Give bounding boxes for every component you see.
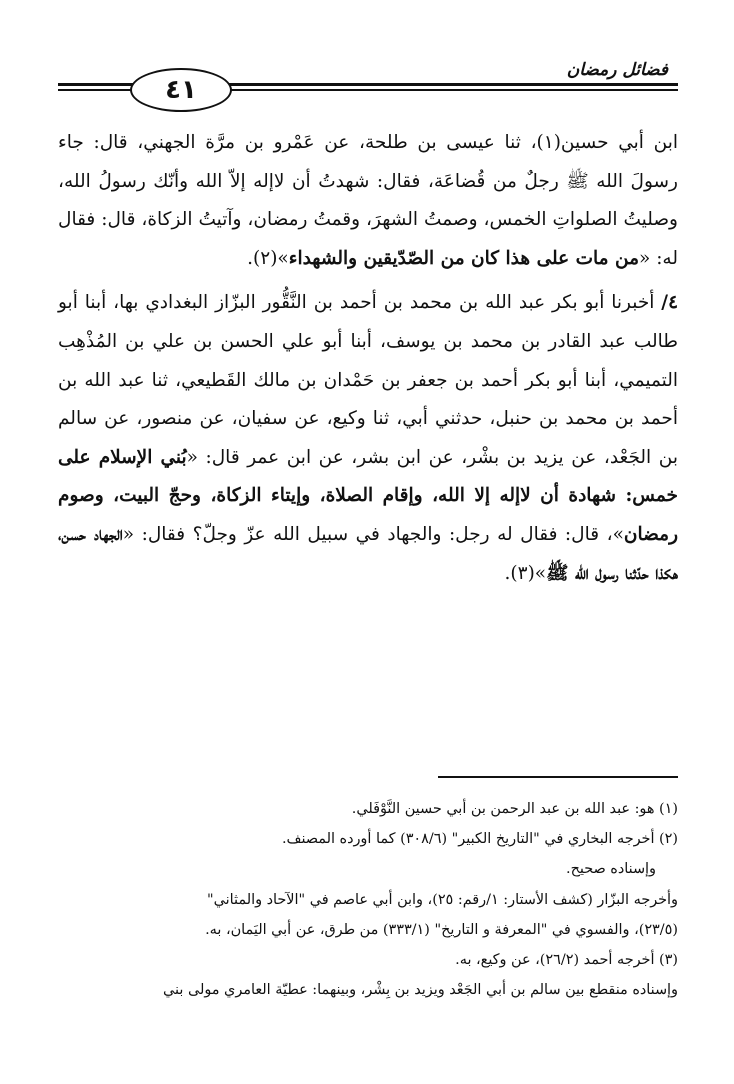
paragraph-hadith-3 — [58, 124, 678, 278]
footnote-3: (٣) أخرجه أحمد (٢٦/٢)، عن وكيع، به. — [455, 952, 678, 969]
hadith-number: ٤/ — [661, 292, 678, 314]
footnote-separator — [438, 776, 678, 778]
footnote-1: (١) هو: عبد الله بن عبد الرحمن بن أبي حسين النَّوْفَلي. — [351, 801, 678, 817]
footnote-2-line-2: وإسناده صحيح. — [566, 861, 656, 878]
paragraph-text-end: »(٣). — [504, 562, 547, 584]
footnote-2: (٢) أخرجه البخاري في "التاريخ الكبير" (٣٠٨/٦) كما أورده المصنف. — [281, 831, 678, 848]
footnotes — [44, 794, 678, 1005]
main-text — [58, 124, 678, 593]
page-number — [130, 68, 232, 112]
paragraph-hadith-4 — [58, 284, 678, 593]
page-header — [58, 56, 678, 116]
hadith-quote: من مات على هذا كان من الصّدّيقين والشهداء — [288, 247, 639, 269]
paragraph-text: أخبرنا أبو بكر عبد الله بن محمد بن أحمد بن النَّقُّور البزّاز البغدادي بها، أبنا أبو طالب عبد القادر بن محمد بن يوسف، أبنا أبو علي الحسن بن علي بن المُذْهِب التميمي، أبنا أبو بكر أحمد بن جعفر بن حَمْدان بن مالك القَطيعي، ثنا عبد الله بن أحمد بن محمد بن حنبل، حدثني أبي، ثنا وكيع، عن سفيان، عن منصور، عن سالم بن الجَعْد، عن يزيد بن بشْر، عن ابن بشر، عن ابن عمر قال: « — [58, 292, 678, 468]
page-number-text: ٤١ — [165, 75, 197, 105]
footnote-3-line-2: وإسناده منقطع بين سالم بن أبي الجَعْد ويزيد بن بِشْر، وبينهما: عطيّة العامري مولى بني — [163, 982, 678, 999]
hadith-quote: بُني الإسلام على خمس: شهادة أن لاإله إلا الله، وإقام الصلاة، وإيتاء الزكاة، وحجّ البيت، وصوم رمضان — [58, 446, 678, 545]
paragraph-text-end: »(٢). — [247, 247, 289, 269]
paragraph-text-mid: »، قال: فقال له رجل: والجهاد في سبيل الله عزّ وجلّ؟ فقال: « — [122, 523, 624, 545]
hadith-quote-2: الجهاد حسن، هكذا حدّثنا رسول الله ﷺ — [58, 523, 678, 584]
footnote-2-line-4: (٢٣/٥)، والفسوي في "المعرفة و التاريخ" (٣٣٣/١) من طرق، عن أبي اليَمان، به. — [205, 921, 678, 938]
footnote-2-line-3: وأخرجه البزّار (كشف الأستار: ١/رقم: ٢٥)، وابن أبي عاصم في "الآحاد والمثاني" — [207, 891, 678, 908]
paragraph-text: ابن أبي حسين(١)، ثنا عيسى بن طلحة، عن عَمْرو بن مرَّة الجهني، قال: جاء رسولَ الله ﷺ رجلٌ من قُضاعَة، فقال: شهدتُ أن لاإله إلاّ الله وأنّك رسولُ الله، وصليتُ الصلواتِ الخمس، وصمتُ الشهرَ، وقمتُ رمضان، وآتيتُ الزكاة، قال: فقال له: « — [58, 132, 678, 269]
book-title: فضائل رمضان — [561, 60, 674, 80]
